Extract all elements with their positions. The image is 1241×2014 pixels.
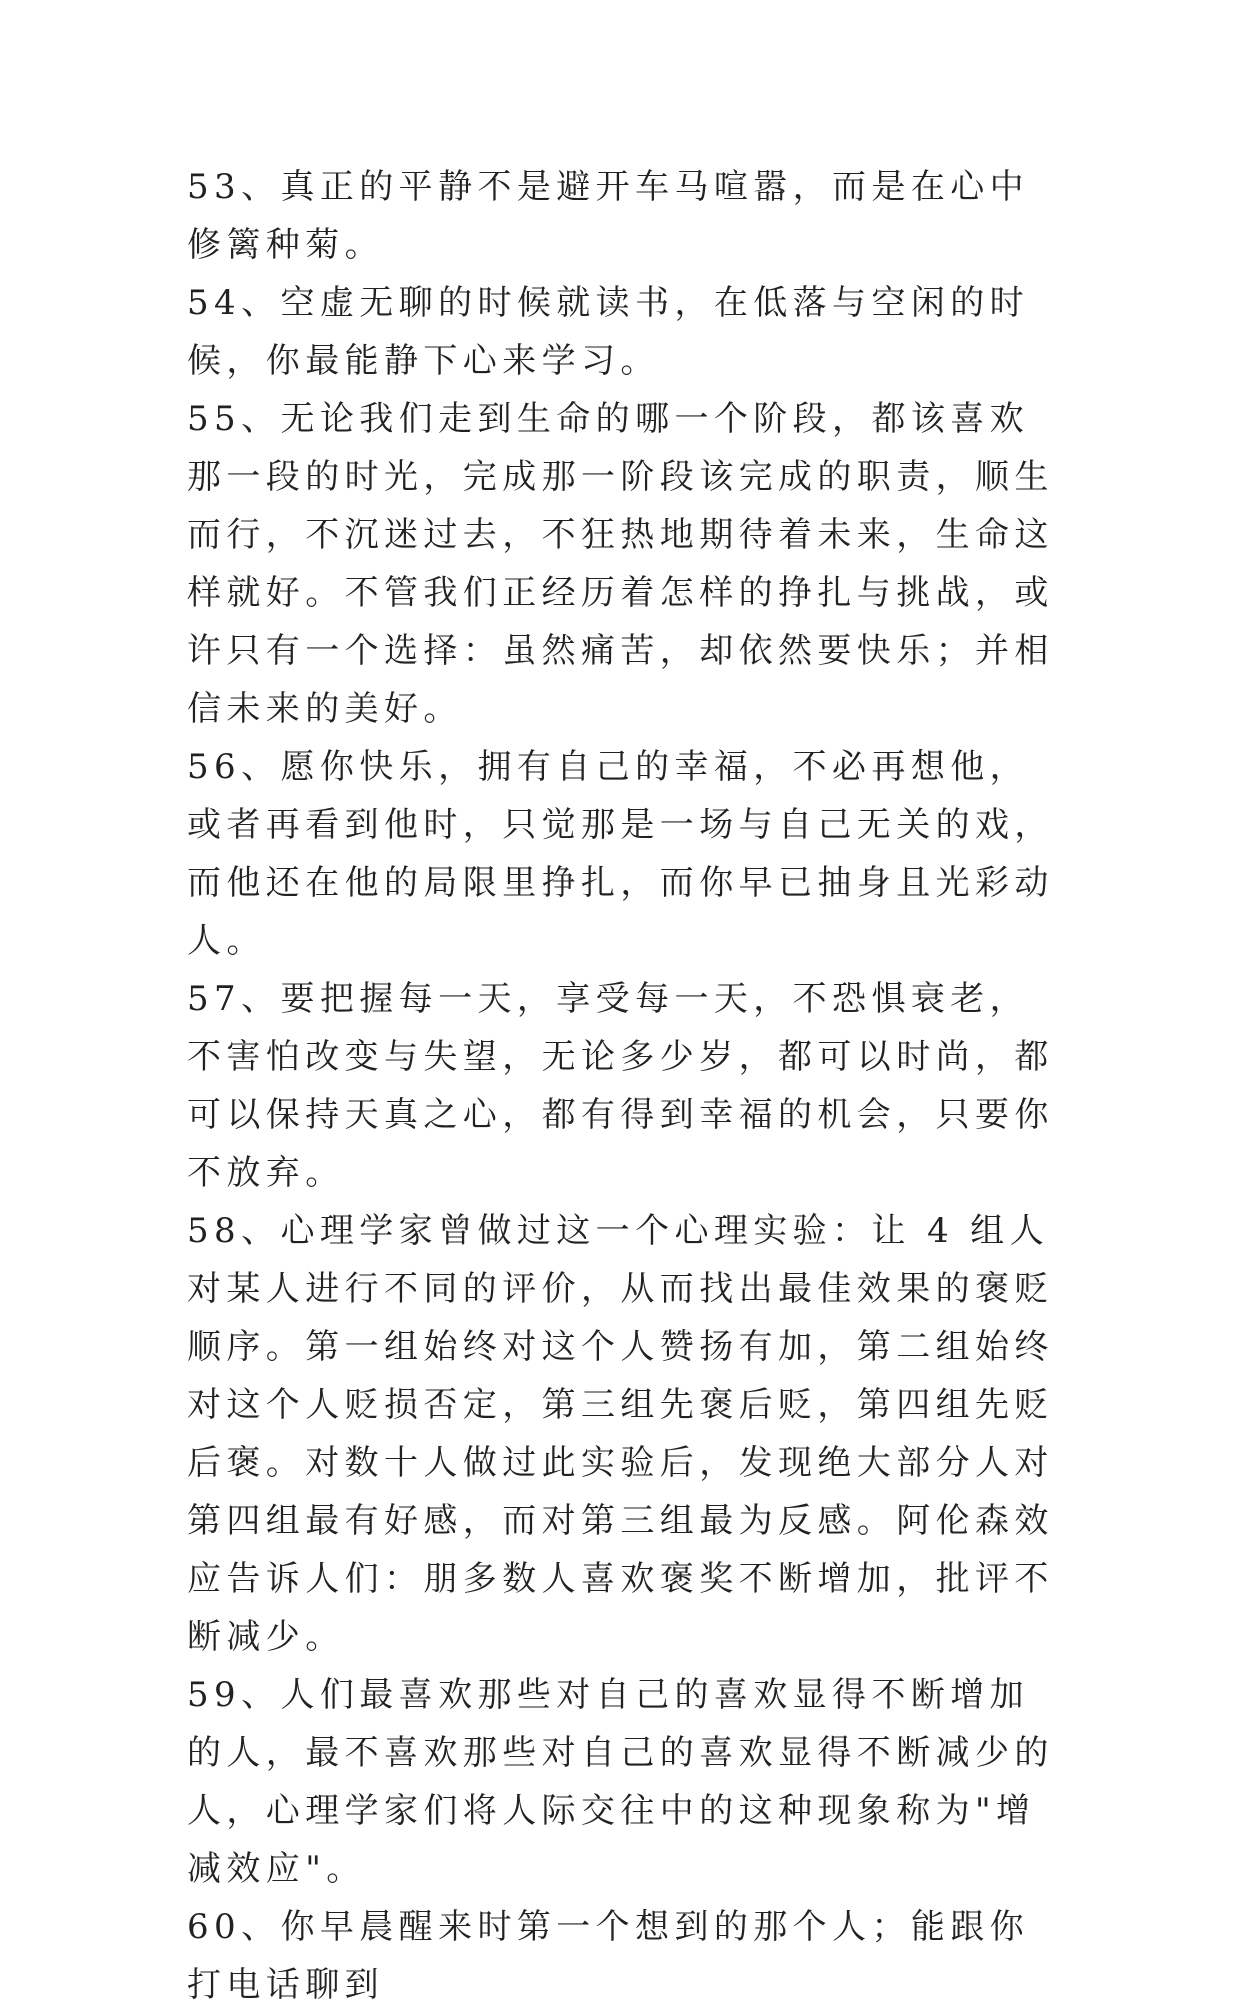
list-item: 54、空虚无聊的时候就读书，在低落与空闲的时候，你最能静下心来学习。	[187, 283, 1030, 381]
list-item: 59、人们最喜欢那些对自己的喜欢显得不断增加的人，最不喜欢那些对自己的喜欢显得不断减少的人，心理学家们将人际交往中的这种现象称为"增减效应"。	[187, 1675, 1054, 1889]
list-item: 53、真正的平静不是避开车马喧嚣，而是在心中修篱种菊。	[187, 167, 1030, 265]
list-item: 57、要把握每一天，享受每一天，不恐惧衰老，不害怕改变与失望，无论多少岁，都可以时尚，都可以保持天真之心，都有得到幸福的机会，只要你不放弃。	[187, 979, 1054, 1193]
list-item: 55、无论我们走到生命的哪一个阶段，都该喜欢那一段的时光，完成那一阶段该完成的职责，顺生而行，不沉迷过去，不狂热地期待着未来，生命这样就好。不管我们正经历着怎样的挣扎与挑战，或许只有一个选择：虽然痛苦，却依然要快乐；并相信未来的美好。	[187, 399, 1054, 729]
list-item: 58、心理学家曾做过这一个心理实验：让 4 组人对某人进行不同的评价，从而找出最佳效果的褒贬顺序。第一组始终对这个人赞扬有加，第二组始终对这个人贬损否定，第三组先褒后贬，第四组先贬后褒。对数十人做过此实验后，发现绝大部分人对第四组最有好感，而对第三组最为反感。阿伦森效应告诉人们：朋多数人喜欢褒奖不断增加，批评不断减少。	[187, 1211, 1054, 1657]
document-body	[187, 158, 1067, 2014]
list-item: 60、你早晨醒来时第一个想到的那个人；能跟你打电话聊到	[187, 1907, 1030, 2005]
list-item: 56、愿你快乐，拥有自己的幸福，不必再想他，或者再看到他时，只觉那是一场与自己无关的戏，而他还在他的局限里挣扎，而你早已抽身且光彩动人。	[187, 747, 1054, 961]
